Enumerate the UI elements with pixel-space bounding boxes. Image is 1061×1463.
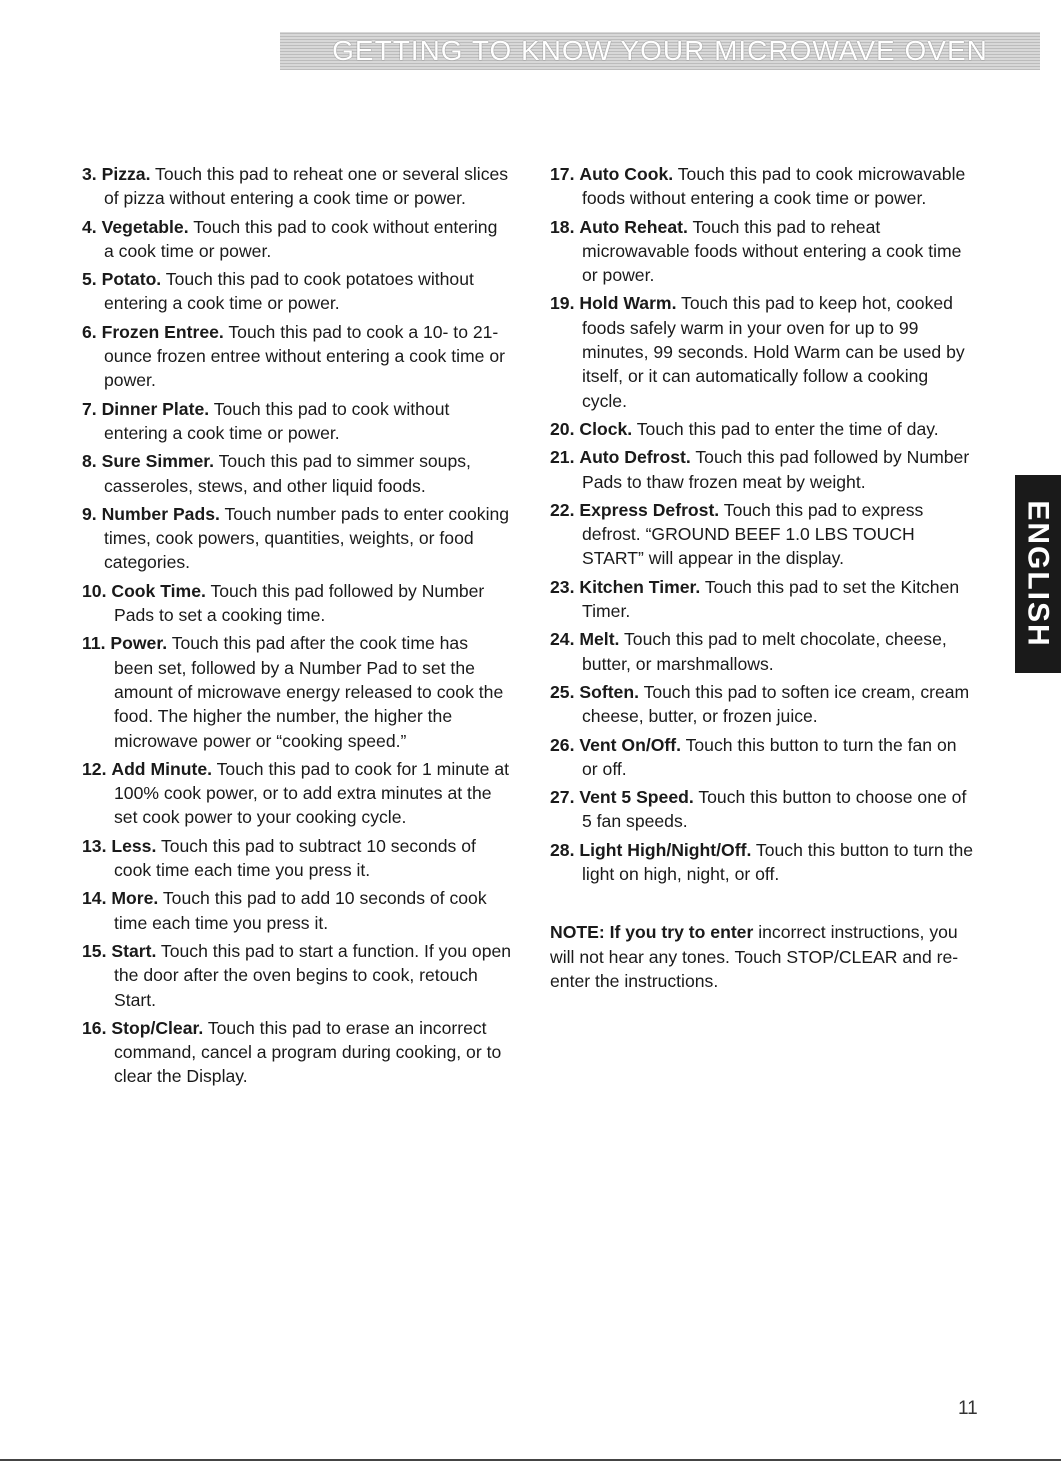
- list-item: [82, 449, 512, 498]
- list-item: [82, 579, 512, 628]
- item-description: Touch this button to turn the light on high, night, or off.: [582, 839, 974, 885]
- list-item: [82, 1016, 512, 1089]
- language-label: ENGLISH: [1022, 500, 1056, 648]
- item-description: Touch this pad to cook without entering a cook time or power.: [104, 216, 498, 261]
- list-item: [82, 267, 512, 316]
- item-term: Frozen Entree.: [101, 321, 224, 342]
- item-description: Touch this button to choose one of 5 fan speeds.: [582, 787, 967, 832]
- item-description: Touch this pad to melt chocolate, cheese, butter, or marshmallows.: [582, 629, 947, 674]
- item-term: More.: [111, 888, 159, 909]
- item-number: 13.: [82, 835, 107, 856]
- list-item: [550, 838, 975, 887]
- item-term: Dinner Plate.: [101, 398, 210, 419]
- item-number: 7.: [82, 398, 97, 419]
- item-description: Touch this pad followed by Number Pads to thaw frozen meat by weight.: [582, 447, 970, 492]
- item-number: 26.: [550, 734, 575, 755]
- item-description: Touch this pad to soften ice cream, cream cheese, butter, or frozen juice.: [582, 681, 970, 727]
- item-description: Touch this button to turn the fan on or off.: [582, 734, 957, 779]
- item-description: Touch this pad to express defrost. “GROUND BEEF 1.0 LBS TOUCH START” will appear in the display.: [582, 499, 924, 569]
- item-number: 9.: [82, 503, 97, 524]
- item-description: Touch this pad to subtract 10 seconds of cook time each time you press it.: [114, 835, 476, 881]
- item-number: 18.: [550, 216, 575, 237]
- item-term: Express Defrost.: [579, 499, 720, 520]
- item-number: 3.: [82, 164, 97, 184]
- item-term: Start.: [111, 940, 157, 961]
- list-item: [550, 627, 975, 676]
- item-number: 20.: [550, 418, 575, 439]
- item-term: Auto Reheat.: [579, 216, 688, 237]
- item-description: Touch this pad to start a function. If you open the door after the oven begins to cook, retouch Start.: [114, 940, 512, 1010]
- item-term: Melt.: [579, 629, 620, 650]
- item-number: 23.: [550, 576, 575, 597]
- item-number: 14.: [82, 888, 107, 909]
- item-term: Soften.: [579, 681, 639, 702]
- item-term: Power.: [110, 633, 168, 654]
- item-number: 22.: [550, 499, 575, 520]
- item-number: 28.: [550, 839, 575, 860]
- item-description: Touch this pad to reheat microwavable foods without entering a cook time or power.: [582, 216, 962, 286]
- item-term: Vegetable.: [101, 216, 189, 237]
- list-item: [82, 757, 512, 830]
- item-description: Touch this pad after the cook time has been set, followed by a Number Pad to set the amount of microwave energy released to cook the food. The higher the number, the higher the microwave power or “cooking speed.”: [114, 633, 504, 751]
- list-item: [82, 939, 512, 1012]
- left-column: [82, 162, 512, 1093]
- list-item: [82, 502, 512, 575]
- section-title: GETTING TO KNOW YOUR MICROWAVE OVEN: [332, 35, 988, 66]
- item-term: Light High/Night/Off.: [579, 839, 752, 860]
- item-description: Touch this pad to simmer soups, casseroles, stews, and other liquid foods.: [104, 451, 471, 496]
- item-term: Vent 5 Speed.: [579, 787, 694, 808]
- list-item: [550, 680, 975, 729]
- item-term: Vent On/Off.: [579, 734, 682, 755]
- item-term: Stop/Clear.: [111, 1017, 204, 1038]
- item-description: Touch this pad to reheat one or several slices of pizza without entering a cook time or power.: [104, 164, 509, 209]
- item-description: Touch this pad to cook a 10- to 21- ounce frozen entree without entering a cook time or power.: [104, 321, 505, 391]
- list-item: [550, 417, 975, 441]
- item-term: Potato.: [101, 269, 162, 290]
- item-number: 19.: [550, 293, 575, 314]
- list-item: [82, 215, 512, 264]
- item-term: Kitchen Timer.: [579, 576, 701, 597]
- item-number: 10.: [82, 580, 107, 601]
- right-column: [550, 162, 975, 1011]
- item-description: Touch this pad to keep hot, cooked foods safely warm in your oven for up to 99 minutes, 99 seconds. Hold Warm can be used by itself, or it can automatically follow a cooking cycle.: [582, 293, 965, 411]
- list-item: [550, 785, 975, 834]
- list-item: [82, 631, 512, 752]
- item-number: 6.: [82, 321, 97, 342]
- item-number: 11.: [82, 633, 106, 654]
- item-description: Touch this pad to cook microwavable foods without entering a cook time or power.: [582, 164, 966, 209]
- item-term: Hold Warm.: [579, 293, 677, 314]
- item-description: Touch this pad to erase an incorrect command, cancel a program during cooking, or to clear the Display.: [114, 1017, 502, 1087]
- item-term: Add Minute.: [111, 758, 213, 779]
- list-item: [82, 162, 512, 211]
- item-description: Touch this pad to cook potatoes without entering a cook time or power.: [104, 269, 474, 314]
- item-number: 25.: [550, 681, 575, 702]
- item-description: Touch this pad to cook for 1 minute at 100% cook power, or to add extra minutes at the set cook power to your cooking cycle.: [114, 758, 510, 828]
- item-description: Touch number pads to enter cooking times, cook powers, quantities, weights, or food categories.: [104, 503, 510, 573]
- item-number: 17.: [550, 164, 575, 184]
- item-number: 8.: [82, 451, 97, 472]
- item-term: Auto Defrost.: [579, 447, 691, 468]
- item-description: Touch this pad to enter the time of day.: [636, 418, 939, 439]
- note-lead: NOTE: If you try to enter: [550, 922, 754, 943]
- item-number: 4.: [82, 216, 97, 237]
- section-header-band: [280, 32, 1040, 70]
- item-description: Touch this pad followed by Number Pads to set a cooking time.: [114, 580, 485, 626]
- list-item: [82, 886, 512, 935]
- list-item: [550, 291, 975, 412]
- item-term: Auto Cook.: [579, 164, 674, 184]
- item-number: 16.: [82, 1017, 107, 1038]
- page-number: 11: [958, 1398, 978, 1419]
- list-item: [82, 320, 512, 393]
- item-description: Touch this pad to add 10 seconds of cook time each time you press it.: [114, 888, 487, 933]
- item-description: Touch this pad to set the Kitchen Timer.: [582, 576, 960, 622]
- bottom-rule: [0, 1459, 1061, 1461]
- item-number: 5.: [82, 269, 97, 290]
- item-description: Touch this pad to cook without entering a cook time or power.: [104, 398, 450, 443]
- note-paragraph: [550, 920, 975, 993]
- item-term: Pizza.: [101, 164, 151, 184]
- item-number: 12.: [82, 758, 107, 779]
- note-text: incorrect instructions, you will not hear any tones. Touch STOP/CLEAR and re-enter the instructions.: [550, 922, 959, 991]
- item-number: 24.: [550, 629, 575, 650]
- list-item: [82, 397, 512, 446]
- item-number: 21.: [550, 447, 575, 468]
- list-item: [550, 445, 975, 494]
- list-item: [550, 733, 975, 782]
- language-side-tab: [1015, 475, 1061, 673]
- list-item: [82, 834, 512, 883]
- list-item: [550, 215, 975, 288]
- item-number: 27.: [550, 787, 575, 808]
- item-term: Cook Time.: [111, 580, 206, 601]
- item-number: 15.: [82, 940, 107, 961]
- list-item: [550, 498, 975, 571]
- item-term: Clock.: [579, 418, 633, 439]
- item-term: Less.: [111, 835, 157, 856]
- item-term: Number Pads.: [101, 503, 220, 524]
- item-term: Sure Simmer.: [101, 451, 215, 472]
- list-item: [550, 162, 975, 211]
- list-item: [550, 575, 975, 624]
